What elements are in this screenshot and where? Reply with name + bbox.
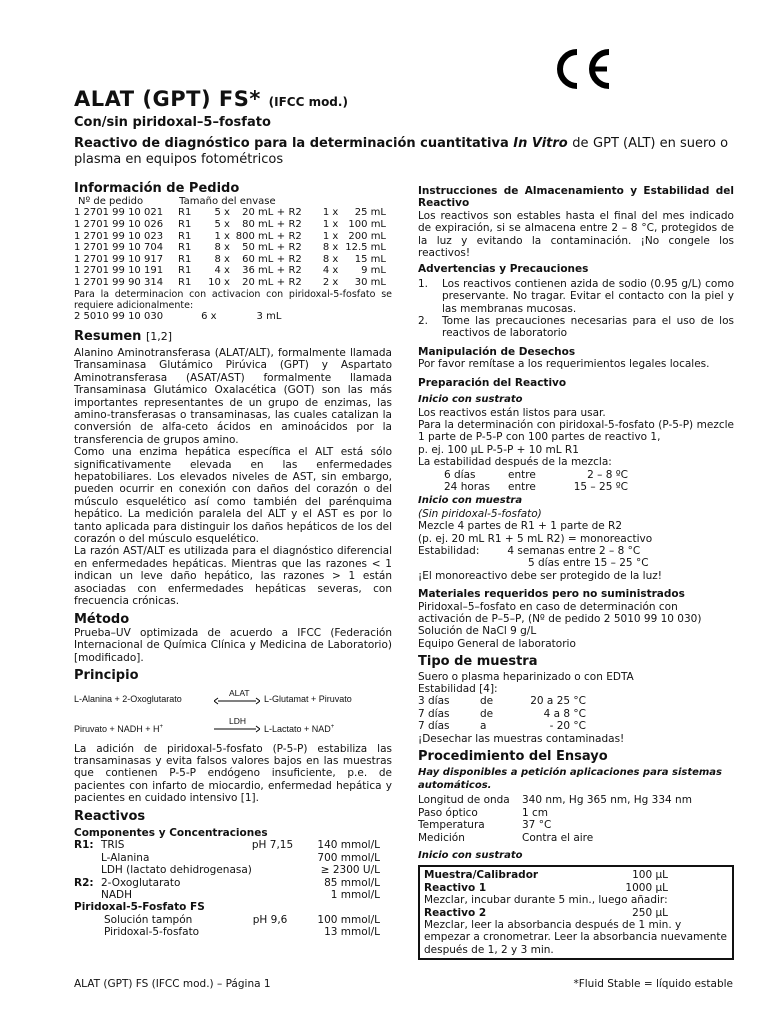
- reaction-2: Piruvato + NADH + H+ LDH L-Lactato + NAD+: [74, 715, 335, 734]
- pedido-cell: R2: [288, 230, 302, 242]
- pedido-cell: R1: [178, 230, 192, 242]
- muestra-cell: de: [480, 707, 494, 720]
- ensayo-param-cell: 340 nm, Hg 365 nm, Hg 334 nm: [522, 794, 692, 807]
- reactivos-sub: Componentes y Concentraciones: [74, 826, 268, 839]
- reaction-arrow-icon: [214, 697, 260, 705]
- desechos-text: Por favor remítase a los requerimientos legales locales.: [418, 358, 710, 371]
- pedido-cell: R2: [288, 265, 302, 277]
- prep-muestra-stab2: 5 días entre 15 – 25 °C: [528, 557, 649, 570]
- reactivos-cell: 1 mmol/L: [330, 889, 380, 901]
- ensayo-note: Hay disponibles a petición aplicaciones para sistemas automáticos.: [418, 767, 723, 791]
- pfs-cell: [253, 926, 306, 938]
- pfs-row: [74, 914, 380, 926]
- pedido-cell: +: [276, 276, 286, 288]
- preparacion-heading: Preparación del Reactivo: [418, 376, 567, 389]
- pedido-cell: 4 x: [322, 265, 339, 277]
- reactivos-heading: Reactivos: [74, 808, 146, 824]
- reactivos-cell: [252, 864, 307, 876]
- left-column: [74, 183, 392, 939]
- pedido-cell: 9 mL: [361, 265, 386, 277]
- ensayo-param-cell: Medición: [418, 831, 465, 844]
- pedido-cell: 200 mL: [348, 230, 386, 242]
- muestra-row: [418, 695, 586, 707]
- muestra-warn: ¡Desechar las muestras contaminadas!: [418, 732, 625, 745]
- pedido-cell: 30 mL: [354, 276, 386, 288]
- pedido-cell: +: [276, 219, 286, 230]
- pfs-row: [74, 926, 380, 938]
- pedido-cell: R1: [178, 253, 192, 265]
- pedido-row: [74, 207, 386, 219]
- materiales-line-2: Solución de NaCl 9 g/L: [418, 625, 537, 638]
- prep-stab-cell: 24 horas: [444, 480, 490, 493]
- pedido-cell: 1 2701 99 10 704: [74, 242, 164, 254]
- pedido-cell: R1: [178, 242, 192, 254]
- resumen-p1: Alanino Aminotransferasa (ALAT/ALT), formalmente llamada Transaminasa Glutámico Pirúvica (GPT) y Aspartato Aminotransferasa (ASAT/AST) formalmente llamada Transaminasa Glutámico Oxalacética (GOT) son las más importantes representantes de un grupo de enzimas, las amino-transferasas o transaminasas, las cuales catalizan la conversión de alfa-ceto ácidos en aminoácidos por la transferencia de grupos amino.: [74, 346, 392, 446]
- pedido-cell: 20 mL: [242, 276, 274, 288]
- muestra-heading: Tipo de muestra: [418, 654, 538, 670]
- pedido-cell: 8 x: [322, 242, 339, 254]
- muestra-table: [418, 695, 586, 732]
- prep-muestra-eg: (p. ej. 20 mL R1 + 5 mL R2) = monoreactivo: [418, 532, 653, 545]
- ensayo-param-cell: Contra el aire: [522, 831, 594, 844]
- pedido-cell: +: [276, 242, 286, 254]
- muestra-cell: 20 a 25 °C: [530, 695, 586, 708]
- prep-stab-cell: entre: [508, 468, 536, 481]
- reactivos-cell: 85 mmol/L: [324, 876, 380, 889]
- pedido-cell: R1: [178, 219, 192, 230]
- pedido-table: [74, 207, 386, 288]
- prep-sustrato-mix: Para la determinación con piridoxal-5-fosfato (P-5-P) mezcle 1 parte de P-5-P con 100 partes de reactivo 1,: [418, 418, 734, 444]
- pedido-cell: 4 x: [214, 265, 230, 277]
- desechos-heading: Manipulación de Desechos: [418, 345, 576, 358]
- prep-stab-cell: 2 – 8 ºC: [587, 468, 628, 481]
- pedido-cell: 8 x: [322, 253, 339, 265]
- prep-muestra-title: Inicio con muestra: [418, 495, 523, 507]
- pedido-cell: 10 x: [208, 276, 230, 288]
- pedido-cell: 5 x: [214, 219, 230, 230]
- ensayo-sub: Inicio con sustrato: [418, 849, 523, 861]
- prep-stab-table: [444, 469, 628, 494]
- ensayo-param-cell: 37 °C: [522, 819, 552, 832]
- ensayo-param-cell: Paso óptico: [418, 806, 478, 819]
- pedido-heading: Información de Pedido: [74, 181, 240, 196]
- prep-sustrato-title: Inicio con sustrato: [418, 394, 523, 406]
- pedido-cell: 1 2701 99 10 021: [74, 207, 164, 219]
- materiales-line-3: Equipo General de laboratorio: [418, 637, 576, 650]
- pedido-cell: R2: [288, 242, 302, 254]
- reactivos-cell: 140 mmol/L: [317, 839, 380, 852]
- metodo-heading: Método: [74, 611, 130, 627]
- pedido-cell: 50 mL: [242, 242, 274, 254]
- right-column: [418, 185, 734, 960]
- box-row-muestra: Muestra/Calibrador 100 µL: [424, 869, 668, 882]
- pedido-cell: 8 x: [214, 253, 230, 265]
- ensayo-params: [418, 794, 722, 844]
- pedido-cell: 60 mL: [242, 253, 274, 265]
- reactivos-cell: 700 mmol/L: [317, 851, 380, 864]
- muestra-cell: 7 días: [418, 720, 450, 733]
- pedido-cell: 2 x: [322, 276, 339, 288]
- pedido-cell: 36 mL: [242, 265, 274, 277]
- reactivos-cell: L-Alanina: [100, 851, 150, 864]
- advertencia-item-1: 1. Los reactivos contienen azida de sodio (0.95 g/L) como preservante. No tragar. Evitar el contacto con la piel y las membranas mucosas.: [418, 277, 734, 315]
- pedido-cell: 1 2701 99 90 314: [74, 276, 164, 288]
- ensayo-param-row: [418, 832, 722, 844]
- prep-sustrato-text: Los reactivos están listos para usar.: [418, 406, 606, 419]
- pedido-cell: 1 2701 99 10 191: [74, 265, 164, 277]
- reactivos-row: [74, 877, 380, 889]
- pedido-cell: R2: [288, 219, 302, 230]
- advertencias-heading: Advertencias y Precauciones: [418, 263, 589, 276]
- pedido-cell: +: [276, 230, 286, 242]
- pfs-title: Piridoxal-5-Fosfato FS: [74, 901, 205, 914]
- prep-sustrato-eg: p. ej. 100 µL P-5-P + 10 mL R1: [418, 443, 579, 456]
- reactivos-cell: TRIS: [100, 839, 125, 852]
- reactivos-cell: NADH: [100, 889, 132, 901]
- pfs-cell: pH 9,6: [252, 913, 288, 926]
- ensayo-heading: Procedimiento del Ensayo: [418, 749, 608, 765]
- pfs-cell: 13 mmol/L: [324, 926, 380, 939]
- footer-right: *Fluid Stable = líquido estable: [573, 978, 733, 990]
- reactivos-cell: [252, 889, 307, 901]
- ensayo-param-cell: Longitud de onda: [418, 794, 510, 807]
- reaction-arrow-icon: [214, 725, 260, 733]
- ensayo-param-row: [418, 819, 722, 831]
- pfs-cell: Piridoxal-5-fosfato: [104, 926, 200, 939]
- box-mix1: Mezclar, incubar durante 5 min., luego añadir:: [424, 894, 668, 907]
- resumen-p3: La razón AST/ALT es utilizada para el diagnóstico diferencial en enfermedades hepáticas. Mientras que las razones < 1 indican un leve daño hepático, las razones > 1 están asociadas con enfermedades hepáticas severas, con frecuencia crónicas.: [74, 545, 392, 608]
- prep-muestra-sub: (Sin piridoxal-5-fosfato): [418, 507, 542, 520]
- muestra-cell: a: [480, 720, 487, 733]
- prep-muestra-mix: Mezcle 4 partes de R1 + 1 parte de R2: [418, 520, 623, 533]
- ensayo-param-cell: Temperatura: [418, 819, 485, 832]
- reactivos-cell: [74, 852, 101, 864]
- almacen-heading: Instrucciones de Almacenamiento y Estabilidad del Reactivo: [418, 185, 734, 210]
- reactivos-cell: 2-Oxoglutarato: [100, 876, 181, 889]
- reactivos-row: [74, 889, 380, 901]
- box-mix2: Mezclar, leer la absorbancia después de 1 min. y empezar a cronometrar. Leer la absorbancia nuevamente después de 1, 2 y 3 min.: [424, 918, 727, 956]
- reactivos-table: [74, 839, 380, 901]
- pedido-cell: 5 x: [214, 207, 230, 219]
- ensayo-param-row: [418, 794, 722, 806]
- pedido-cell: R1: [178, 207, 192, 219]
- pedido-cell: 15 mL: [354, 253, 386, 265]
- pedido-row: [74, 242, 386, 254]
- pedido-cell: 1 2701 99 10 023: [74, 230, 164, 242]
- muestra-cell: - 20 °C: [549, 720, 586, 733]
- document-description: Reactivo de diagnóstico para la determinación cuantitativa In Vitro de GPT (ALT) en suero o plasma en equipos fotométricos: [74, 136, 729, 167]
- pedido-extra: 2 5010 99 10 030 6 x 3 mL: [74, 310, 282, 322]
- pedido-cell: R2: [288, 253, 302, 265]
- title-suffix: (IFCC mod.): [268, 95, 348, 109]
- pedido-cell: R1: [178, 276, 192, 288]
- pedido-cell: 25 mL: [354, 207, 386, 219]
- principio-heading: Principio: [74, 668, 139, 684]
- pedido-cell: +: [276, 265, 286, 277]
- box-row-reactivo1: Reactivo 1 1000 µL: [424, 881, 668, 894]
- reactivos-cell: [252, 852, 307, 864]
- pedido-cell: 1 x: [322, 207, 339, 219]
- metodo-text: Prueba–UV optimizada de acuerdo a IFCC (Federación Internacional de Química Clínica y Medicina de Laboratorio) [modificado].: [74, 626, 392, 664]
- pedido-cell: 20 mL: [242, 207, 274, 219]
- prep-stab-row: [444, 481, 628, 493]
- pedido-cell: 800 mL: [235, 230, 274, 242]
- pedido-cell: 1 x: [322, 219, 339, 230]
- pedido-cell: R1: [178, 265, 192, 277]
- prep-muestra-stab: Estabilidad: 4 semanas entre 2 – 8 °C: [418, 544, 641, 557]
- muestra-row: [418, 708, 586, 720]
- reactivos-cell: R1:: [74, 839, 94, 852]
- pedido-cell: 8 x: [214, 242, 230, 254]
- prep-stab-cell: 6 días: [444, 468, 476, 481]
- reactivos-cell: R2:: [74, 876, 94, 889]
- document-subtitle: Con/sin piridoxal–5–fosfato: [74, 115, 271, 130]
- pedido-cell: +: [276, 253, 286, 265]
- reactivos-row: [74, 864, 380, 876]
- pedido-row: [74, 219, 386, 231]
- pfs-cell: Solución tampón: [104, 913, 193, 926]
- muestra-cell: 3 días: [418, 695, 450, 708]
- reactivos-row: [74, 839, 380, 851]
- box-row-reactivo2: Reactivo 2 250 µL: [424, 906, 668, 919]
- muestra-row: [418, 720, 586, 732]
- pedido-row: [74, 231, 386, 243]
- reactivos-row: [74, 852, 380, 864]
- procedure-box: [418, 865, 734, 960]
- prep-stab-cell: entre: [508, 480, 536, 493]
- reactivos-cell: [74, 889, 101, 901]
- pedido-row: [74, 277, 386, 289]
- pedido-cell: 1 x: [214, 230, 230, 242]
- pedido-cell: 1 2701 99 10 917: [74, 253, 164, 265]
- reactivos-cell: pH 7,15: [251, 839, 294, 852]
- resumen-heading: Resumen [1,2]: [74, 328, 173, 344]
- almacen-text: Los reactivos son estables hasta el final del mes indicado de expiración, si se almacena entre 2 – 8 °C, protegidos de la luz y evitando la contaminación. ¡No congele los reactivos!: [418, 209, 734, 260]
- pfs-cell: 100 mmol/L: [317, 913, 380, 926]
- muestra-cell: 4 a 8 °C: [543, 707, 586, 720]
- muestra-cell: de: [480, 695, 494, 708]
- muestra-cell: 7 días: [418, 707, 450, 720]
- materiales-heading: Materiales requeridos pero no suministrados: [418, 588, 685, 601]
- ensayo-param-row: [418, 807, 722, 819]
- footer-left: ALAT (GPT) FS (IFCC mod.) – Página 1: [74, 978, 271, 990]
- ce-mark-icon: [553, 48, 613, 90]
- pedido-note: Para la determinacion con activacion con piridoxal-5-fosfato se requiere adicionalmente:: [74, 288, 392, 311]
- resumen-p2: Como una enzima hepática específica el ALT está sólo significativamente elevada en las enfermedades hepatobiliares. Los elevados niveles de AST, sin embargo, pueden ocurrir en conexión con daños del corazón o del músculo esquelético así como también del parénquima hepático. La medición paralela del ALT y el AST es por lo tanto aplicada para distinguir los daños hepáticos de los del corazón o del músculo esquelético.: [74, 446, 392, 546]
- prep-muestra-warn: ¡El monoreactivo debe ser protegido de la luz!: [418, 569, 662, 582]
- pedido-row: [74, 265, 386, 277]
- prep-sustrato-stab: La estabilidad después de la mezcla:: [418, 456, 612, 469]
- muestra-l1: Suero o plasma heparinizado o con EDTA: [418, 670, 634, 683]
- reactivos-cell: ≥ 2300 U/L: [320, 864, 380, 877]
- reactivos-cell: LDH (lactato dehidrogenasa): [100, 864, 252, 877]
- pedido-col-headers: Nº de pedido Tamaño del envase: [78, 196, 276, 208]
- pedido-row: [74, 254, 386, 266]
- pedido-cell: 12.5 mL: [345, 242, 386, 254]
- advertencia-item-2: 2. Tome las precauciones necesarias para el uso de los reactivos de laboratorio: [418, 315, 734, 340]
- ensayo-param-cell: 1 cm: [522, 806, 549, 819]
- pedido-cell: 100 mL: [348, 219, 386, 230]
- prep-stab-cell: 15 – 25 ºC: [573, 480, 628, 493]
- pedido-cell: R2: [288, 207, 302, 219]
- pedido-cell: R2: [288, 276, 302, 288]
- reaction-1: L-Alanina + 2-Oxoglutarato ALAT L-Glutamat + Piruvato: [74, 687, 352, 704]
- pedido-cell: 1 x: [322, 230, 339, 242]
- document-title: ALAT (GPT) FS* (IFCC mod.): [74, 87, 348, 111]
- principio-text: La adición de piridoxal-5-fosfato (P-5-P) estabiliza las transaminasas y evita falsos valores bajos en las muestras que contienen P-5-P endógeno insuficiente, p.e. de pacientes con infarto de miocardio, enfermedad hepática y pacientes en cuidado intensivo [1].: [74, 742, 392, 805]
- pedido-cell: 1 2701 99 10 026: [74, 219, 164, 230]
- prep-stab-row: [444, 469, 628, 481]
- pedido-cell: +: [276, 207, 286, 219]
- pedido-cell: 80 mL: [242, 219, 274, 230]
- reactivos-cell: [74, 864, 101, 876]
- pfs-table: [74, 914, 380, 939]
- materiales-line-1: Piridoxal–5–fosfato en caso de determinación con activación de P–5–P, (Nº de pedido 2 5010 99 10 030): [418, 600, 702, 625]
- muestra-l2: Estabilidad [4]:: [418, 683, 498, 696]
- reactivos-cell: [252, 877, 307, 889]
